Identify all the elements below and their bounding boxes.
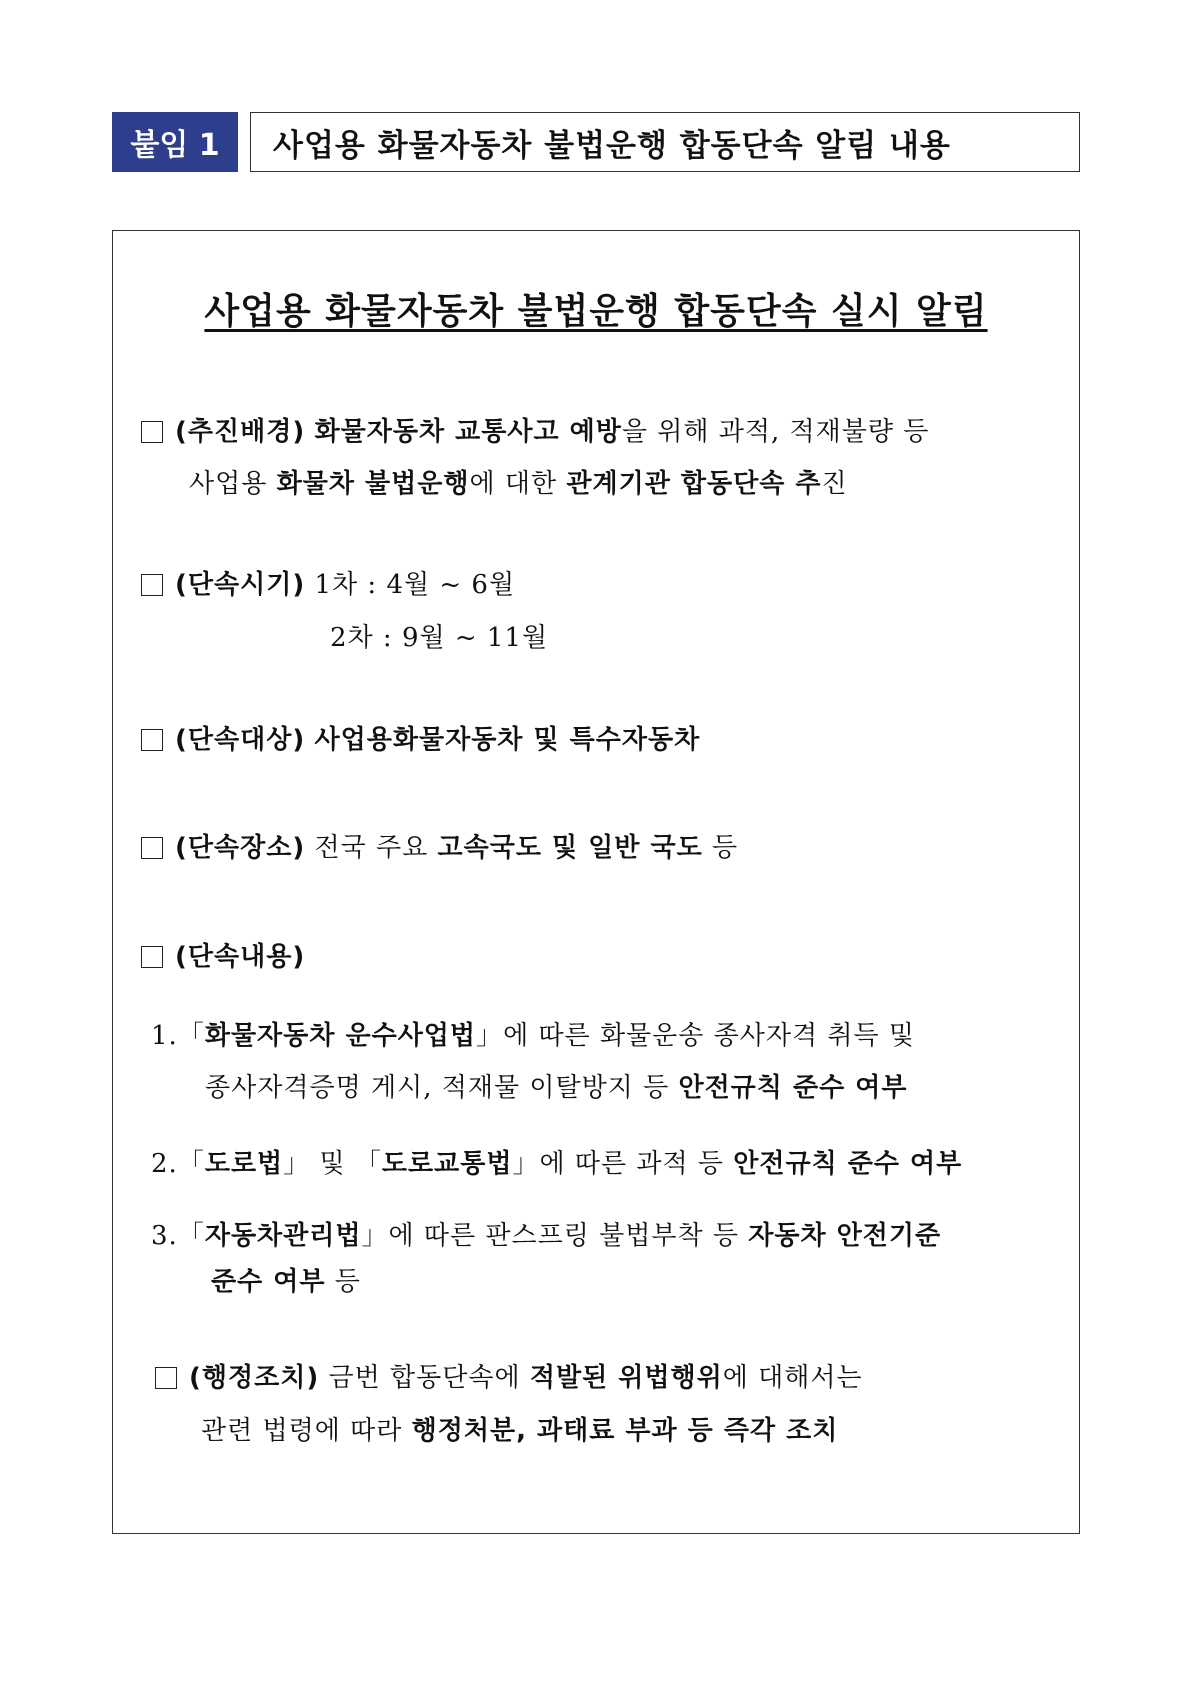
period-first: 1차 : 4월 ~ 6월 [314, 570, 516, 600]
checkbox-icon [141, 946, 163, 968]
section-target [141, 719, 700, 756]
section-action [155, 1357, 863, 1394]
emphasis-text: 준수 여부 [211, 1267, 326, 1297]
section-background-cont [189, 463, 848, 500]
section-label: (단속대상) [175, 725, 306, 755]
item-number: 3. [151, 1221, 178, 1251]
quote-mark: 「 [177, 1021, 205, 1051]
content-item-1 [151, 1015, 915, 1052]
quote-mark: 「 [354, 1149, 382, 1179]
checkbox-icon [141, 837, 163, 859]
body-text: 에 따른 판스프링 불법부착 등 [388, 1221, 749, 1251]
period-second: 2차 : 9월 ~ 11월 [330, 623, 549, 653]
section-location [141, 827, 738, 864]
body-text: 및 [310, 1149, 355, 1179]
emphasis-text: 안전규칙 준수 여부 [678, 1073, 908, 1103]
content-item-1-cont [205, 1067, 908, 1104]
quote-mark: 」 [283, 1149, 311, 1179]
body-text: 종사자격증명 게시, 적재물 이탈방지 등 [205, 1073, 679, 1103]
body-text: 에 따른 화물운송 종사자격 취득 및 [503, 1021, 916, 1051]
section-content [141, 936, 305, 973]
body-text: 등 [325, 1267, 361, 1297]
emphasis-text: 적발된 위법행위 [529, 1363, 723, 1393]
law-name: 도로법 [204, 1149, 284, 1179]
emphasis-text: 자동차 안전기준 [748, 1221, 942, 1251]
body-text: 에 대한 [469, 469, 567, 499]
section-label: (행정조치) [189, 1363, 320, 1393]
quote-mark: 「 [177, 1149, 205, 1179]
attachment-title: 사업용 화물자동차 불법운행 합동단속 알림 내용 [250, 112, 1080, 172]
body-text: 전국 주요 [314, 833, 438, 863]
attachment-header [112, 112, 1080, 172]
notice-title: 사업용 화물자동차 불법운행 합동단속 실시 알림 [204, 291, 988, 332]
item-number: 1. [151, 1021, 178, 1051]
body-text: 관련 법령에 따라 [201, 1416, 412, 1446]
emphasis-text: 행정처분, 과태료 부과 등 즉각 조치 [411, 1416, 839, 1446]
body-text: 진 [821, 469, 848, 499]
emphasis-text: 화물차 불법운행 [276, 469, 470, 499]
emphasis-text: 고속국도 및 일반 국도 [437, 833, 703, 863]
checkbox-icon [141, 421, 163, 443]
law-name: 자동차관리법 [204, 1221, 362, 1251]
quote-mark: 」 [476, 1021, 504, 1051]
section-period [141, 564, 515, 601]
content-item-3-cont [211, 1261, 361, 1298]
body-text: 등 [702, 833, 739, 863]
section-action-cont [201, 1410, 838, 1447]
item-number: 2. [151, 1149, 178, 1179]
section-label: (추진배경) [175, 417, 306, 447]
notice-box [112, 230, 1080, 1534]
emphasis-text: 안전규칙 준수 여부 [733, 1149, 963, 1179]
checkbox-icon [155, 1367, 177, 1389]
quote-mark: 」 [361, 1221, 389, 1251]
body-text: 에 따른 과적 등 [539, 1149, 734, 1179]
attachment-badge: 붙임 1 [112, 112, 238, 172]
body-text: 에 대해서는 [722, 1363, 863, 1393]
section-label: (단속시기) [175, 570, 306, 600]
section-label: (단속내용) [175, 942, 306, 972]
law-name: 화물자동차 운수사업법 [204, 1021, 477, 1051]
law-name: 도로교통법 [381, 1149, 513, 1179]
checkbox-icon [141, 574, 163, 596]
emphasis-text: 관계기관 합동단속 추 [566, 469, 822, 499]
checkbox-icon [141, 729, 163, 751]
content-item-3 [151, 1215, 941, 1252]
body-text: 사업용 [189, 469, 277, 499]
emphasis-text: 사업용화물자동차 및 특수자동차 [314, 725, 701, 755]
quote-mark: 「 [177, 1221, 205, 1251]
section-background [141, 411, 929, 448]
quote-mark: 」 [512, 1149, 540, 1179]
body-text: 금번 합동단속에 [328, 1363, 530, 1393]
section-label: (단속장소) [175, 833, 306, 863]
body-text: 을 위해 과적, 적재불량 등 [621, 417, 930, 447]
content-item-2 [151, 1143, 962, 1180]
emphasis-text: 화물자동차 교통사고 예방 [314, 417, 622, 447]
